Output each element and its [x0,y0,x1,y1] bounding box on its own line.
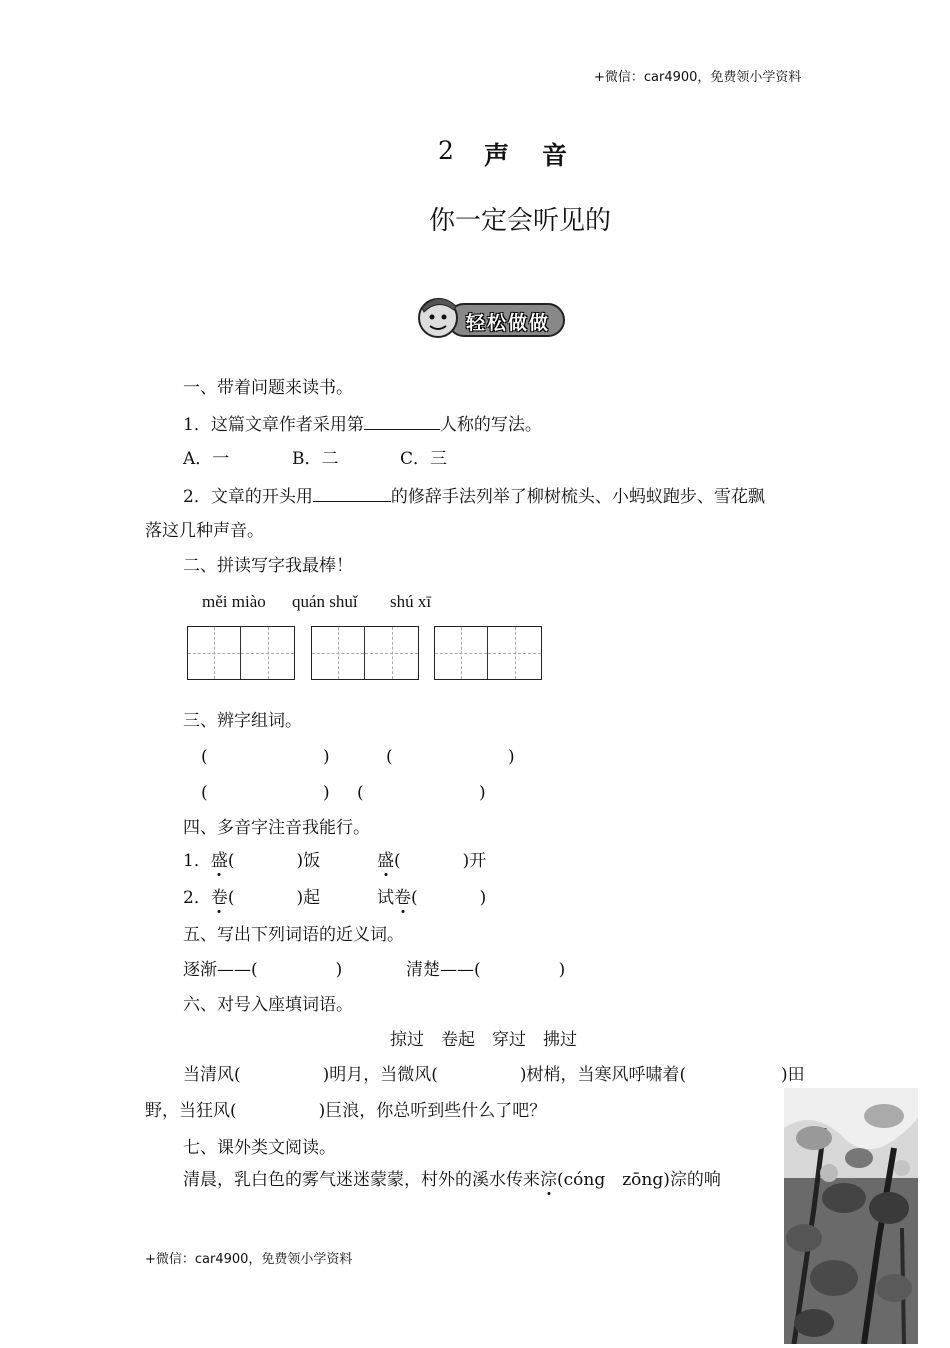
option-b[interactable]: B．二 [292,449,339,469]
paren-open: ( [411,888,418,908]
paren-open: ( [227,888,235,908]
dotted-char: 淙 [540,1170,557,1190]
paren-open: ( [394,851,401,871]
q2-text-pre: 2．文章的开头用 [183,487,313,507]
fill-line-1 [183,1067,686,1084]
synonym-1 [183,962,342,979]
writing-grid-2[interactable] [311,626,419,680]
morning-glory-photo [784,1088,918,1344]
pinyin-1: měi miào [202,592,266,611]
text: )巨浪，你总听到些什么了吧？ [318,1101,547,1121]
prefix: 试 [377,888,394,908]
text: 当清风( [183,1065,241,1085]
paren-close: ) [479,783,486,803]
suffix: )饭 [296,851,321,871]
writing-grid-3[interactable] [434,626,542,680]
text: 清晨，乳白色的雾气迷迷蒙蒙，村外的溪水传来 [183,1170,540,1190]
section3-heading: 三、辨字组词。 [183,711,302,731]
question-2 [183,487,765,506]
suffix: )开 [462,851,487,871]
text-title: 你一定会听见的 [428,206,611,236]
section5-heading: 五、写出下列词语的近义词。 [183,925,404,945]
polyphone-row-1b [377,853,486,870]
paren-open: ( [201,783,208,803]
option-c[interactable]: C．三 [400,449,448,469]
grid-cell[interactable] [435,627,488,679]
grid-cell[interactable] [241,627,294,679]
word-bank: 掠过 卷起 穿过 拂过 [390,1030,577,1050]
section7-heading: 七、课外类文阅读。 [183,1138,336,1158]
pinyin-3: shú xī [390,592,432,611]
paren-open: ( [386,747,393,767]
row-number: 1． [183,851,211,871]
text: (cóng zōng)淙的响 [557,1170,721,1190]
row-number: 2． [183,888,211,908]
paren-open: ( [357,783,364,803]
paren-open: ( [201,747,208,767]
easy-practice-badge [414,292,566,344]
dotted-char: 盛 [377,851,394,871]
question-1 [183,415,542,434]
watermark-top: +微信：car4900，免费领小学资料 [594,70,802,85]
word: 逐渐——( [183,960,258,980]
q2-blank[interactable] [313,487,391,502]
polyphone-row-2b [377,890,486,907]
section6-heading: 六、对号入座填词语。 [183,995,353,1015]
q1-text-post: 人称的写法。 [439,415,542,435]
grid-cell[interactable] [365,627,418,679]
reading-line [183,1172,721,1189]
section4-heading: 四、多音字注音我能行。 [183,818,370,838]
polyphone-row-2 [183,890,320,907]
grid-cell[interactable] [188,627,241,679]
q2-line2: 落这几种声音。 [145,521,264,541]
fill-line-2 [145,1103,546,1120]
q1-text-pre: 1．这篇文章作者采用第 [183,415,364,435]
watermark-bottom: +微信：car4900，免费领小学资料 [145,1252,353,1267]
dotted-char: 卷 [394,888,411,908]
q2-text-post: 的修辞手法列举了柳树梳头、小蚂蚁跑步、雪花飘 [390,487,765,507]
lesson-number: 2 [438,136,454,165]
paren-open: ( [227,851,235,871]
synonym-2 [406,962,565,979]
writing-grid-1[interactable] [187,626,295,680]
section1-heading: 一、带着问题来读书。 [183,378,353,398]
pinyin-2: quán shuǐ [292,592,358,611]
word: 清楚——( [406,960,481,980]
polyphone-row-1 [183,853,320,870]
paren-close: ) [335,960,343,980]
dotted-char: 盛 [210,851,228,871]
paren-close: ) [508,747,515,767]
text: )明月，当微风( [322,1065,438,1085]
paren-close: ) [558,960,566,980]
dotted-char: 卷 [210,888,228,908]
option-a[interactable]: A．一 [183,449,230,469]
paren-close: ) [323,783,330,803]
suffix: ) [479,888,487,908]
fill-line-1-end: )田 [781,1065,805,1085]
grid-cell[interactable] [488,627,541,679]
lesson-title: 声 音 [484,141,572,170]
grid-cell[interactable] [312,627,365,679]
section2-heading: 二、拼读写字我最棒！ [183,556,353,576]
suffix: )起 [296,888,321,908]
q1-blank[interactable] [364,415,440,430]
paren-close: ) [323,747,330,767]
text: 野，当狂风( [145,1101,237,1121]
text: )树梢，当寒风呼啸着( [519,1065,687,1085]
badge-label: 轻松做做 [466,312,551,334]
